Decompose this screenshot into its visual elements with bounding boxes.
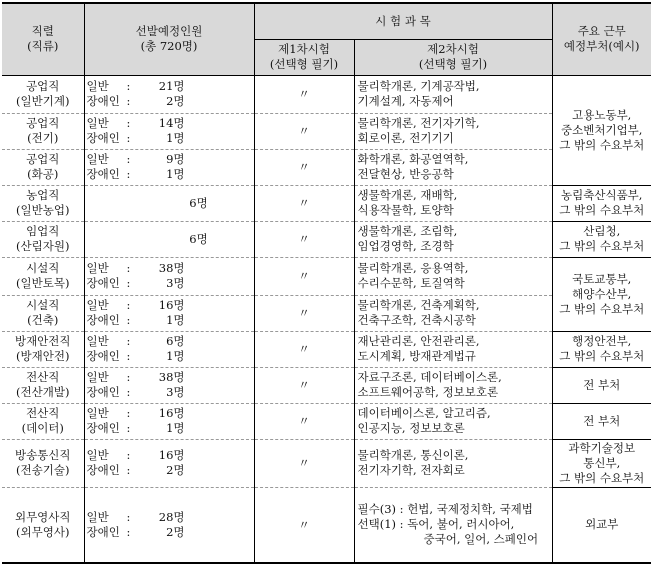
job-name: 임업직 — [26, 224, 60, 238]
separator: : — [126, 334, 131, 348]
exam1-cell: 〃 — [254, 295, 354, 331]
dept-cell — [552, 487, 651, 563]
general-label: 일반 — [86, 79, 109, 93]
separator: : — [126, 463, 131, 477]
exam2-subject-line: 도시계획, 방재관계법규 — [357, 349, 476, 363]
exam2-subject-line: 필수(3) : 헌법, 국제정치학, 국제법 — [357, 502, 533, 517]
exam2-cell — [354, 439, 552, 487]
general-count: 16명 — [158, 406, 185, 420]
dept-line: 그 밖의 수요부처 — [559, 137, 645, 152]
general-quota — [87, 116, 251, 131]
disabled-label: 장애인 — [86, 524, 120, 539]
separator: : — [126, 116, 131, 130]
planned-cell — [84, 295, 254, 331]
general-label: 일반 — [86, 406, 109, 420]
general-label: 일반 — [86, 370, 109, 384]
exam1-cell: 〃 — [254, 113, 354, 149]
job-name: 농업직 — [26, 188, 60, 202]
disabled-count: 3명 — [166, 276, 185, 290]
general-label: 일반 — [86, 448, 109, 462]
dept-line: 행정안전부, — [572, 334, 632, 348]
job-subtype: (건축) — [27, 313, 59, 327]
separator: : — [126, 385, 131, 399]
planned-cell — [84, 75, 254, 113]
general-quota — [87, 261, 251, 276]
dept-line: 국토교통부, — [572, 271, 632, 286]
disabled-count: 3명 — [166, 385, 185, 399]
separator: : — [126, 94, 131, 108]
job-cell — [2, 149, 84, 185]
disabled-quota — [87, 167, 251, 182]
disabled-quota — [87, 313, 251, 328]
general-count: 21명 — [158, 79, 185, 93]
dept-line: 그 밖의 수요부처 — [559, 349, 645, 363]
exam2-subject-line: 물리학개론, 건축계획학, — [357, 298, 480, 312]
disabled-label: 장애인 — [86, 167, 120, 181]
job-name: 시설직 — [26, 298, 60, 312]
disabled-label: 장애인 — [86, 463, 120, 477]
exam2-cell — [354, 257, 552, 295]
exam2-subject-line: 기계설계, 자동제어 — [357, 94, 454, 108]
exam1-cell: 〃 — [254, 185, 354, 221]
exam2-subject-line: 식용작물학, 토양학 — [357, 203, 454, 217]
general-count: 14명 — [158, 116, 185, 130]
disabled-quota — [87, 463, 251, 478]
dept-line: 고용노동부, — [572, 107, 632, 122]
table-row — [2, 185, 651, 221]
exam2-subject-line: 소프트웨어공학, 정보보호론 — [357, 385, 499, 399]
general-quota — [87, 152, 251, 167]
header-exam-subjects: 시 험 과 목 — [254, 3, 552, 39]
separator: : — [126, 167, 131, 181]
general-quota — [87, 79, 251, 94]
exam2-cell — [354, 331, 552, 367]
header-planned: 선발예정인원 (총 720명) — [84, 3, 254, 75]
disabled-count: 1명 — [166, 421, 185, 435]
job-name: 공업직 — [26, 152, 60, 166]
dept-line: 그 밖의 수요부처 — [559, 301, 645, 316]
separator: : — [126, 349, 131, 363]
general-label: 일반 — [86, 261, 109, 275]
disabled-quota — [87, 131, 251, 146]
disabled-count: 1명 — [166, 131, 185, 145]
planned-cell — [84, 487, 254, 563]
dept-line: 과학기술정보 — [568, 440, 636, 455]
job-cell — [2, 439, 84, 487]
table-row — [2, 439, 651, 487]
dept-cell — [552, 403, 651, 439]
general-quota — [87, 510, 251, 525]
planned-cell — [84, 403, 254, 439]
separator: : — [126, 131, 131, 145]
exam1-cell: 〃 — [254, 367, 354, 403]
exam1-cell: 〃 — [254, 487, 354, 563]
table-row — [2, 403, 651, 439]
job-name: 방재안전직 — [14, 334, 71, 348]
job-name: 전산직 — [26, 370, 60, 384]
dept-cell — [552, 439, 651, 487]
separator: : — [126, 79, 131, 93]
planned-cell — [84, 221, 254, 257]
table-row — [2, 487, 651, 563]
dept-line: 통신부, — [583, 455, 621, 470]
exam2-subject-line: 임업경영학, 조경학 — [357, 239, 454, 253]
disabled-label: 장애인 — [86, 131, 120, 145]
disabled-count: 2명 — [166, 524, 185, 539]
general-quota — [87, 370, 251, 385]
disabled-label: 장애인 — [86, 276, 120, 290]
table-row — [2, 221, 651, 257]
disabled-count: 1명 — [166, 167, 185, 181]
job-subtype: (전산개발) — [16, 385, 70, 399]
job-subtype: (외무영사) — [16, 524, 70, 539]
job-name: 외무영사직 — [14, 509, 71, 524]
job-cell — [2, 221, 84, 257]
general-label: 일반 — [86, 152, 109, 166]
dept-cell — [552, 185, 651, 221]
exam2-subject-line: 인공지능, 정보보호론 — [357, 421, 465, 435]
exam2-subject-line: 데이터베이스론, 알고리즘, — [357, 406, 491, 420]
job-subtype: (일반토목) — [16, 276, 70, 290]
job-subtype: (산림자원) — [16, 239, 70, 253]
disabled-quota — [87, 385, 251, 400]
dept-cell — [552, 331, 651, 367]
separator: : — [126, 524, 131, 539]
header-exam1: 제1차시험 (선택형 필기) — [254, 39, 354, 75]
planned-cell — [84, 439, 254, 487]
exam2-subject-line: 재난관리론, 안전관리론, — [357, 334, 480, 348]
separator: : — [126, 261, 131, 275]
disabled-count: 2명 — [166, 94, 185, 108]
exam2-subject-line: 물리학개론, 전기자기학, — [357, 116, 480, 130]
disabled-label: 장애인 — [86, 94, 120, 108]
general-quota — [87, 298, 251, 313]
exam2-subject-line: 회로이론, 전기기기 — [357, 131, 454, 145]
separator: : — [126, 421, 131, 435]
exam2-cell — [354, 367, 552, 403]
disabled-label: 장애인 — [86, 385, 120, 399]
disabled-quota — [87, 349, 251, 364]
job-name: 공업직 — [26, 79, 60, 93]
dept-line: 그 밖의 수요부처 — [559, 239, 645, 253]
exam2-subject-line: 생물학개론, 조림학, — [357, 224, 458, 238]
dept-line: 해양수산부, — [572, 286, 632, 301]
general-label: 일반 — [86, 509, 109, 524]
job-cell — [2, 113, 84, 149]
job-cell — [2, 487, 84, 563]
header-dept: 주요 근무 예정부처(예시) — [552, 3, 651, 75]
exam2-subject-line: 중국어, 일어, 스페인어 — [423, 532, 539, 547]
disabled-label: 장애인 — [86, 421, 120, 435]
exam2-subject-line: 화학개론, 화공열역학, — [357, 152, 469, 166]
exam2-subject-line: 전기자기학, 전자회로 — [357, 463, 465, 477]
general-count: 6명 — [166, 334, 185, 348]
exam1-cell: 〃 — [254, 439, 354, 487]
planned-count: 6명 — [189, 195, 208, 210]
general-count: 28명 — [158, 509, 185, 524]
table-row — [2, 75, 651, 113]
general-quota — [87, 448, 251, 463]
job-cell — [2, 403, 84, 439]
job-name: 전산직 — [26, 406, 60, 420]
job-cell — [2, 257, 84, 295]
general-count: 38명 — [158, 261, 185, 275]
exam-table — [2, 2, 651, 564]
exam2-cell — [354, 487, 552, 563]
dept-line: 외교부 — [585, 517, 619, 532]
table-row — [2, 331, 651, 367]
exam2-subject-line: 물리학개론, 기계공작법, — [357, 79, 480, 93]
disabled-quota — [87, 276, 251, 291]
job-name: 공업직 — [26, 116, 60, 130]
job-subtype: (일반농업) — [16, 203, 70, 217]
dept-line: 농림축산식품부, — [561, 188, 643, 202]
dept-cell — [552, 221, 651, 257]
job-subtype: (일반기계) — [16, 94, 70, 108]
table-row — [2, 257, 651, 295]
job-subtype: (전송기술) — [16, 463, 70, 477]
exam2-subject-line: 건축구조학, 건축시공학 — [357, 313, 476, 327]
job-cell — [2, 295, 84, 331]
general-count: 16명 — [158, 448, 185, 462]
table-row — [2, 367, 651, 403]
header-exam2: 제2차시험 (선택형 필기) — [354, 39, 552, 75]
separator: : — [126, 152, 131, 166]
exam2-subject-line: 전달현상, 반응공학 — [357, 167, 454, 181]
exam2-cell — [354, 295, 552, 331]
planned-count: 6명 — [189, 231, 208, 246]
general-count: 16명 — [158, 298, 185, 312]
job-subtype: (전기) — [27, 131, 59, 145]
exam1-cell: 〃 — [254, 403, 354, 439]
job-cell — [2, 185, 84, 221]
disabled-label: 장애인 — [86, 313, 120, 327]
planned-cell — [84, 257, 254, 295]
general-quota — [87, 406, 251, 421]
exam2-subject-line: 선택(1) : 독어, 불어, 러시아어, — [357, 517, 515, 532]
dept-cell — [552, 257, 651, 331]
header-job: 직렬 (직류) — [2, 3, 84, 75]
separator: : — [126, 406, 131, 420]
exam2-cell — [354, 403, 552, 439]
separator: : — [126, 370, 131, 384]
disabled-count: 1명 — [166, 349, 185, 363]
planned-cell — [84, 185, 254, 221]
general-label: 일반 — [86, 116, 109, 130]
dept-line: 그 밖의 수요부처 — [559, 203, 645, 217]
exam2-subject-line: 생물학개론, 재배학, — [357, 188, 458, 202]
dept-line: 전 부처 — [583, 413, 621, 428]
exam2-subject-line: 물리학개론, 응용역학, — [357, 261, 469, 275]
job-name: 방송통신직 — [14, 448, 71, 462]
exam2-subject-line: 자료구조론, 데이터베이스론, — [357, 370, 502, 384]
disabled-quota — [87, 421, 251, 436]
exam1-cell: 〃 — [254, 149, 354, 185]
job-name: 시설직 — [26, 261, 60, 275]
dept-cell — [552, 75, 651, 185]
exam2-cell — [354, 75, 552, 113]
disabled-label: 장애인 — [86, 349, 120, 363]
exam2-subject-line: 물리학개론, 통신이론, — [357, 448, 469, 462]
dept-cell — [552, 367, 651, 403]
job-cell — [2, 75, 84, 113]
general-count: 38명 — [158, 370, 185, 384]
exam1-cell: 〃 — [254, 331, 354, 367]
job-subtype: (방재안전) — [16, 349, 70, 363]
separator: : — [126, 448, 131, 462]
job-subtype: (화공) — [27, 167, 59, 181]
exam1-cell: 〃 — [254, 257, 354, 295]
disabled-quota — [87, 525, 251, 540]
dept-line: 중소벤처기업부, — [561, 122, 643, 137]
exam2-cell — [354, 221, 552, 257]
disabled-count: 1명 — [166, 313, 185, 327]
planned-cell — [84, 113, 254, 149]
separator: : — [126, 313, 131, 327]
disabled-quota — [87, 94, 251, 109]
planned-cell — [84, 149, 254, 185]
exam2-subject-line: 수리수문학, 토질역학 — [357, 276, 465, 290]
general-label: 일반 — [86, 334, 109, 348]
separator: : — [126, 276, 131, 290]
dept-line: 전 부처 — [583, 377, 621, 392]
dept-line: 산림청, — [583, 224, 621, 238]
general-count: 9명 — [166, 152, 185, 166]
planned-cell — [84, 331, 254, 367]
exam1-cell: 〃 — [254, 75, 354, 113]
general-label: 일반 — [86, 298, 109, 312]
dept-line: 그 밖의 수요부처 — [559, 470, 645, 485]
disabled-count: 2명 — [166, 463, 185, 477]
exam1-cell: 〃 — [254, 221, 354, 257]
exam2-cell — [354, 185, 552, 221]
exam2-cell — [354, 149, 552, 185]
job-cell — [2, 331, 84, 367]
separator: : — [126, 298, 131, 312]
job-subtype: (데이터) — [21, 421, 64, 435]
job-cell — [2, 367, 84, 403]
general-quota — [87, 334, 251, 349]
exam2-cell — [354, 113, 552, 149]
planned-cell — [84, 367, 254, 403]
separator: : — [126, 509, 131, 524]
